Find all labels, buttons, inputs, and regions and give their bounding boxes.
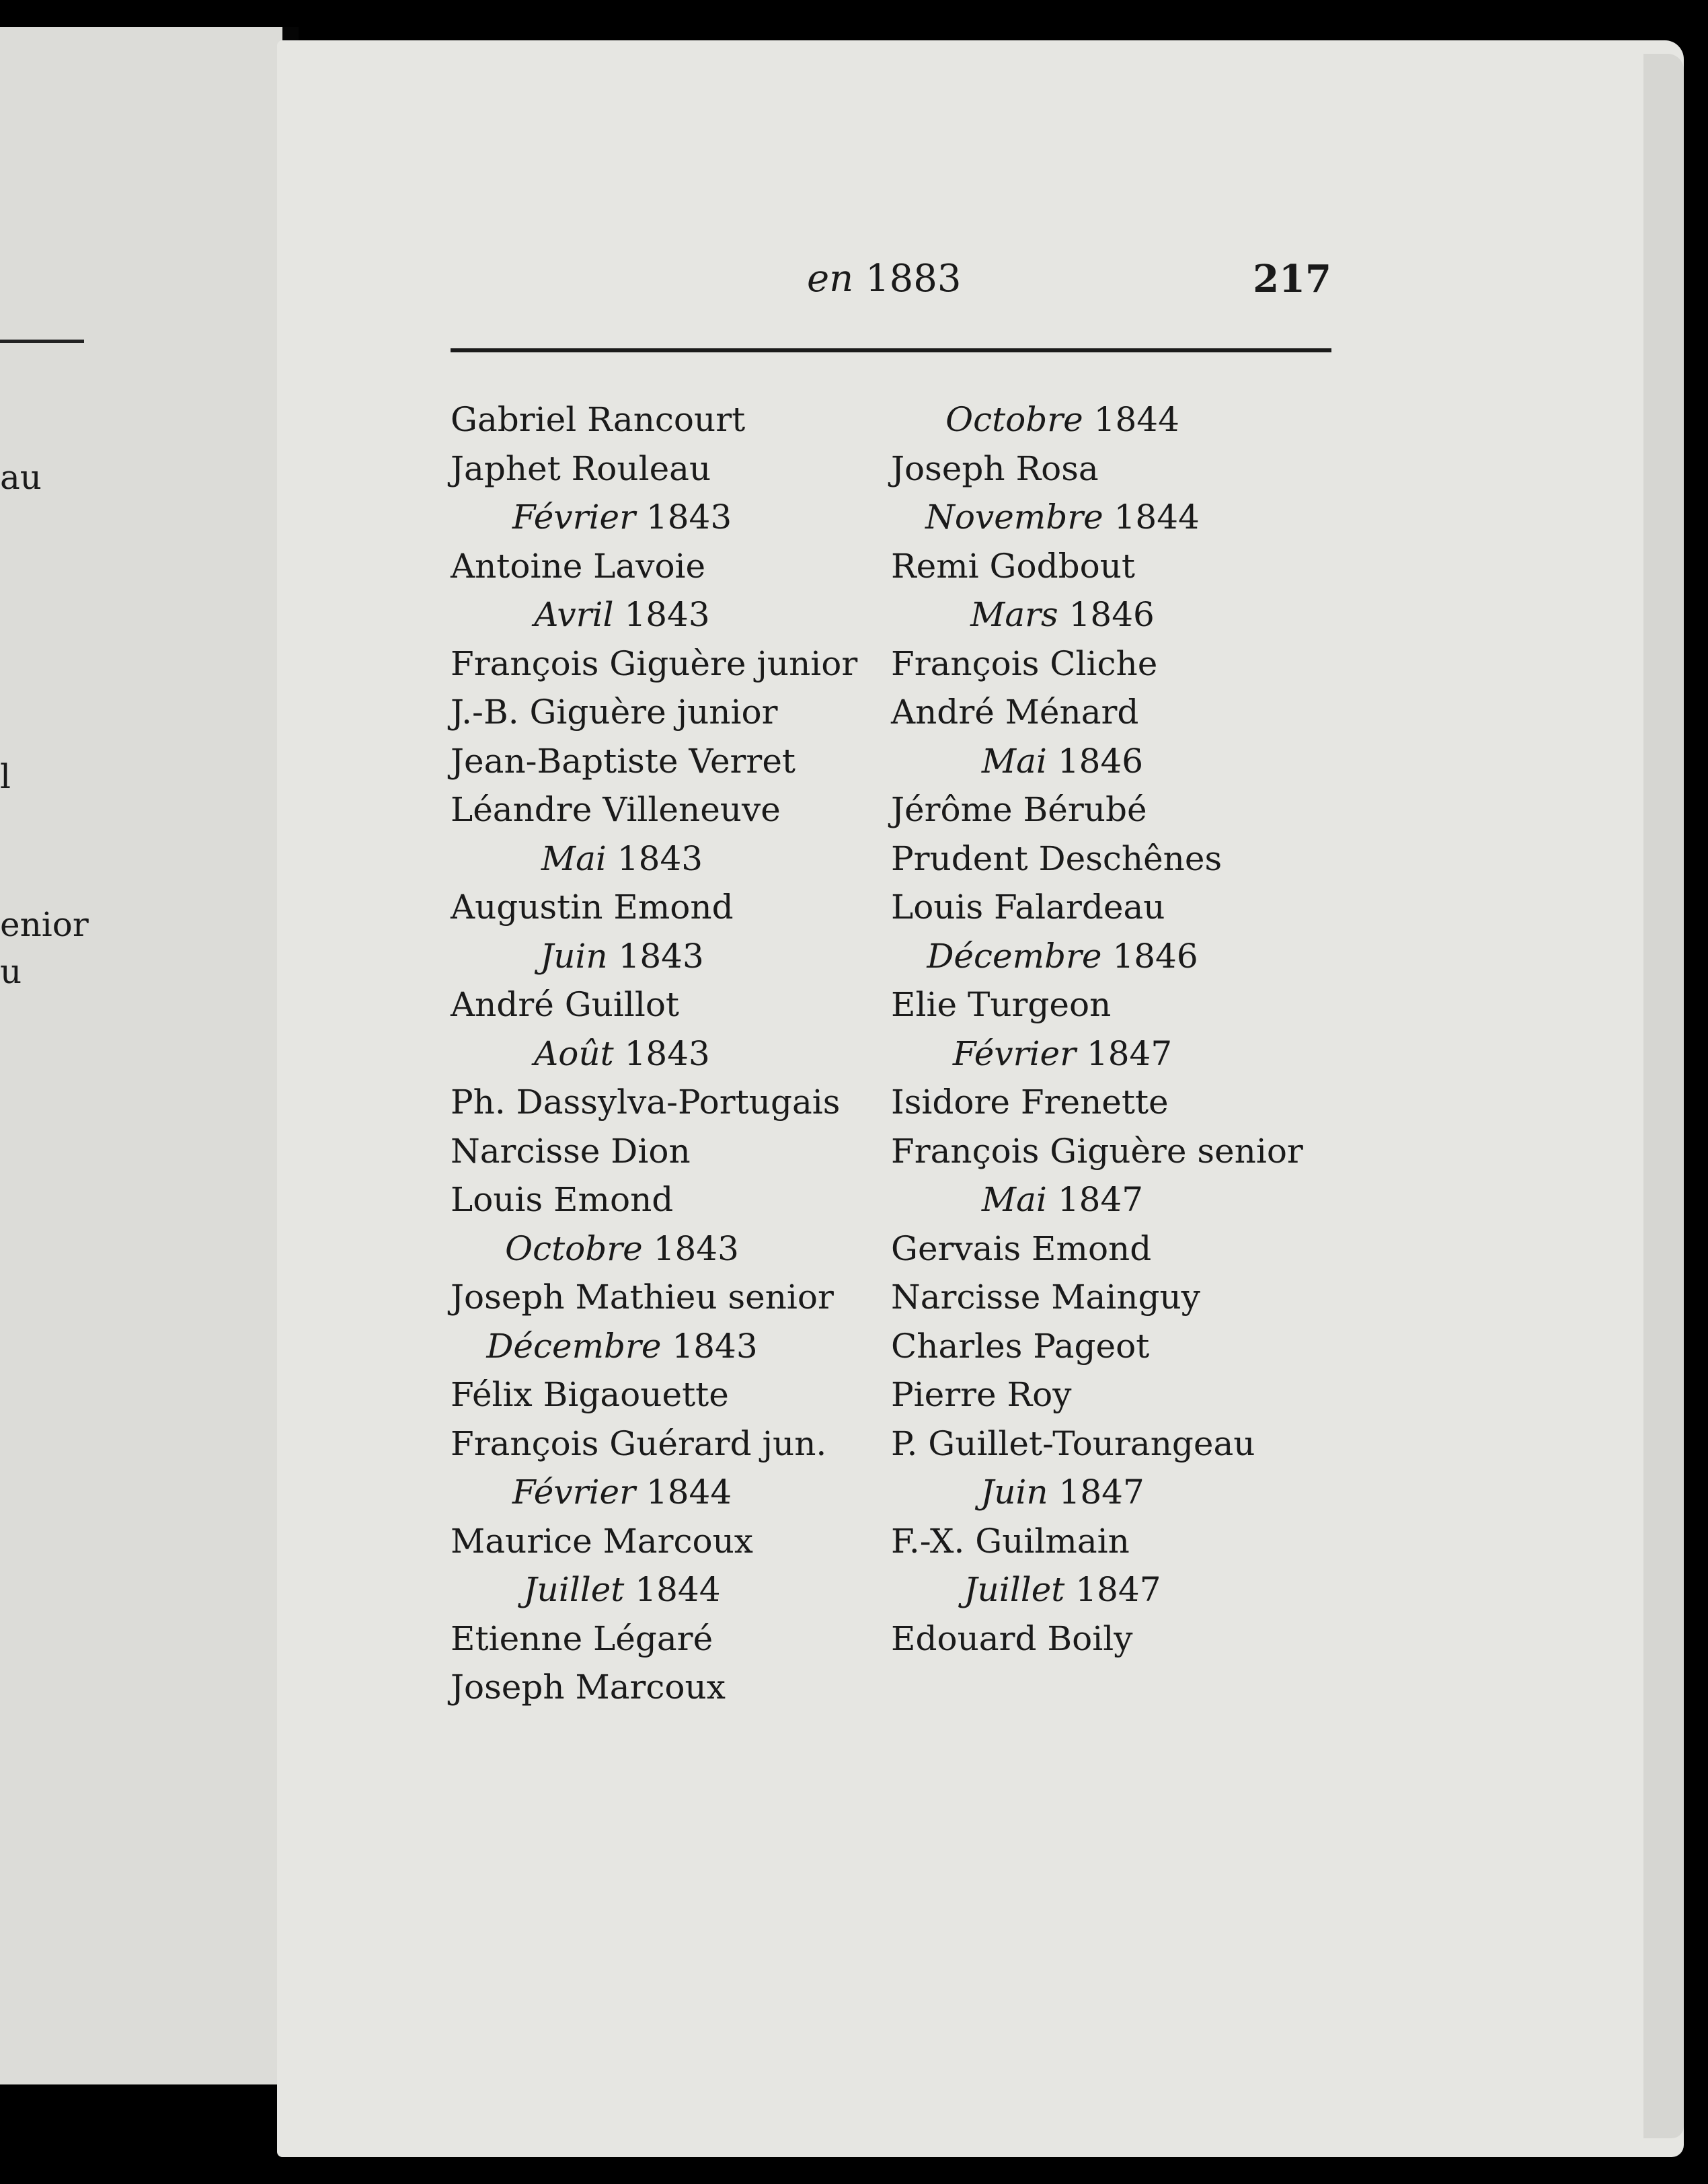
date-year: 1846 [1057, 741, 1144, 781]
person-name: Félix Bigaouette [451, 1375, 729, 1414]
left-page-fragment: u [0, 952, 22, 991]
date-month: Mai [541, 838, 607, 878]
person-name: Joseph Mathieu senior [451, 1278, 834, 1317]
date-year: 1844 [646, 1473, 732, 1512]
date-year: 1847 [1075, 1570, 1161, 1609]
names-column-left [451, 395, 894, 1712]
person-name: Remi Godbout [891, 546, 1135, 586]
date-heading [891, 395, 1234, 444]
date-heading [891, 590, 1234, 639]
person-name: André Guillot [451, 985, 680, 1024]
header-rule [451, 348, 1331, 352]
person-name: Louis Falardeau [891, 888, 1165, 927]
date-month: Octobre [505, 1228, 643, 1268]
date-heading [451, 1029, 793, 1079]
date-year: 1847 [1058, 1473, 1144, 1512]
date-heading [451, 1322, 793, 1371]
person-name: François Cliche [891, 644, 1158, 683]
names-column-right [891, 395, 1335, 1663]
date-year: 1846 [1112, 936, 1198, 976]
date-month: Juin [540, 936, 608, 976]
date-heading [451, 1468, 793, 1517]
date-month: Décembre [927, 936, 1102, 976]
date-month: Avril [534, 595, 614, 634]
left-page-fragment: au [0, 458, 42, 497]
person-name: Pierre Roy [891, 1375, 1072, 1414]
left-page-fragment: l [0, 757, 11, 796]
date-month: Juillet [523, 1570, 625, 1609]
date-heading [891, 493, 1234, 542]
date-year: 1844 [635, 1570, 721, 1609]
person-name: J.-B. Giguère junior [451, 693, 778, 732]
person-name: Prudent Deschênes [891, 838, 1222, 878]
person-name: Ph. Dassylva-Portugais [451, 1083, 841, 1122]
running-title [807, 256, 962, 303]
date-month: Juin [980, 1473, 1048, 1512]
person-name: Gabriel Rancourt [451, 400, 746, 439]
date-year: 1847 [1057, 1180, 1144, 1219]
date-year: 1843 [618, 936, 704, 976]
date-heading [451, 932, 793, 981]
person-name: Joseph Marcoux [451, 1668, 726, 1707]
date-month: Février [512, 1473, 636, 1512]
date-heading [891, 1468, 1234, 1517]
running-header [807, 256, 1331, 303]
date-month: Mai [981, 741, 1047, 781]
person-name: F.-X. Guilmain [891, 1521, 1130, 1561]
date-month: Décembre [486, 1326, 662, 1366]
person-name: Narcisse Mainguy [891, 1278, 1200, 1317]
running-title-italic: en [807, 257, 854, 301]
person-name: Gervais Emond [891, 1228, 1152, 1268]
date-month: Novembre [925, 498, 1103, 537]
person-name: Edouard Boily [891, 1618, 1133, 1658]
date-heading [891, 1175, 1234, 1224]
date-year: 1843 [617, 838, 703, 878]
person-name: Jérôme Bérubé [891, 790, 1147, 829]
left-page [0, 27, 282, 2084]
date-year: 1847 [1086, 1034, 1173, 1073]
date-heading [891, 737, 1234, 786]
date-heading [451, 1565, 793, 1614]
date-month: Mars [970, 595, 1058, 634]
person-name: Léandre Villeneuve [451, 790, 781, 829]
left-page-fragment: enior [0, 905, 89, 944]
date-month: Août [534, 1034, 614, 1073]
left-page-rule [0, 340, 84, 343]
date-heading [451, 493, 793, 542]
date-year: 1844 [1093, 400, 1179, 439]
running-title-year: 1883 [865, 257, 962, 301]
page-edge [1643, 54, 1684, 2138]
person-name: François Guérard jun. [451, 1424, 827, 1463]
date-year: 1843 [653, 1228, 739, 1268]
date-heading [451, 590, 793, 639]
person-name: Elie Turgeon [891, 985, 1112, 1024]
person-name: Antoine Lavoie [451, 546, 706, 586]
person-name: Joseph Rosa [891, 448, 1099, 488]
date-month: Février [512, 498, 636, 537]
date-month: Février [952, 1034, 1077, 1073]
person-name: Isidore Frenette [891, 1083, 1169, 1122]
person-name: Narcisse Dion [451, 1131, 691, 1171]
person-name: Louis Emond [451, 1180, 674, 1219]
date-month: Octobre [945, 400, 1083, 439]
date-heading [451, 834, 793, 884]
date-heading [451, 1224, 793, 1274]
person-name: Augustin Emond [451, 888, 734, 927]
person-name: François Giguère junior [451, 644, 858, 683]
date-month: Mai [981, 1180, 1047, 1219]
date-month: Juillet [964, 1570, 1065, 1609]
person-name: André Ménard [891, 693, 1139, 732]
person-name: Maurice Marcoux [451, 1521, 753, 1561]
date-year: 1844 [1114, 498, 1200, 537]
person-name: François Giguère senior [891, 1131, 1303, 1171]
person-name: Japhet Rouleau [451, 448, 711, 488]
date-year: 1843 [646, 498, 732, 537]
date-year: 1843 [672, 1326, 758, 1366]
date-year: 1843 [624, 595, 710, 634]
date-heading [891, 1029, 1234, 1079]
person-name: Jean-Baptiste Verret [451, 741, 796, 781]
date-heading [891, 932, 1234, 981]
date-year: 1846 [1069, 595, 1155, 634]
person-name: Charles Pageot [891, 1326, 1150, 1366]
page-number: 217 [1253, 257, 1331, 301]
person-name: Etienne Légaré [451, 1618, 713, 1658]
person-name: P. Guillet-Tourangeau [891, 1424, 1255, 1463]
date-heading [891, 1565, 1234, 1614]
date-year: 1843 [624, 1034, 710, 1073]
